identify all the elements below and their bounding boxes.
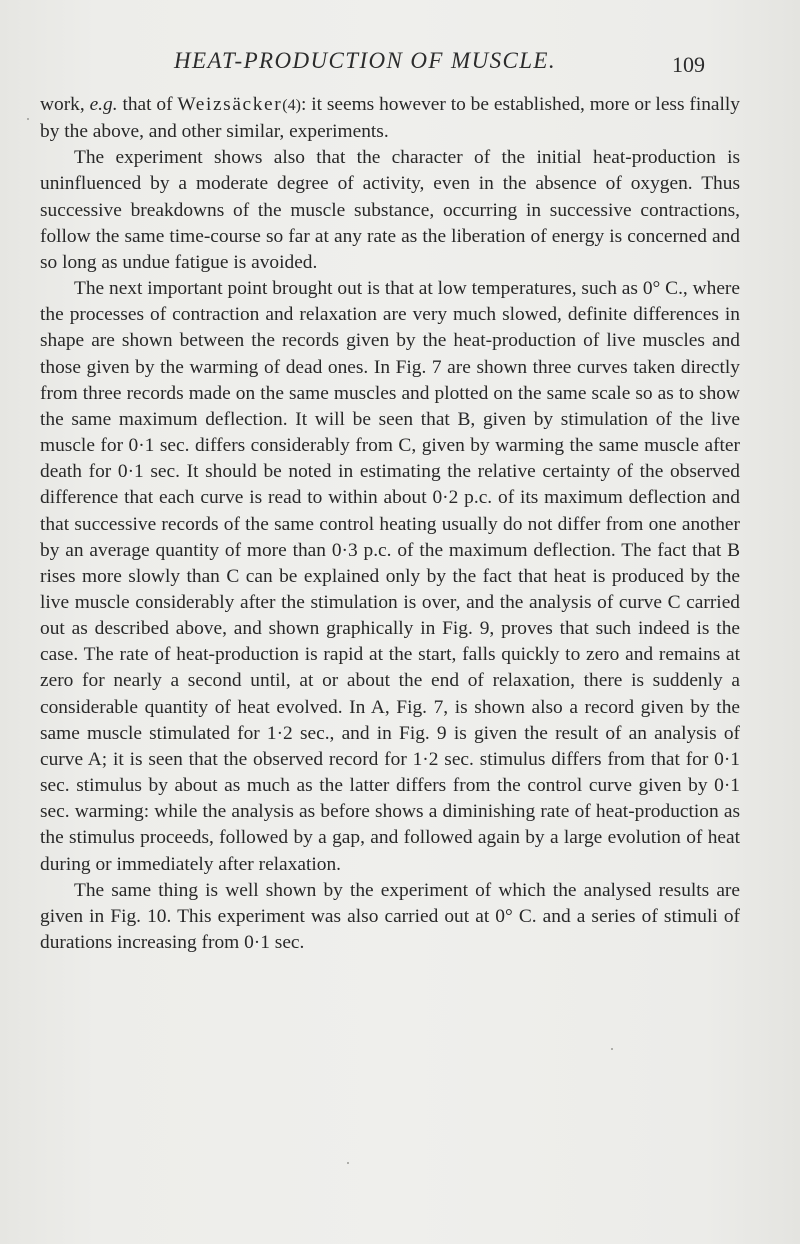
paper-speck: [611, 1048, 613, 1050]
paragraph-continued: [40, 92, 740, 145]
paper-speck: [347, 1162, 349, 1164]
text-that-of: that of: [122, 94, 173, 115]
running-head: HEAT-PRODUCTION OF MUSCLE.: [174, 48, 557, 73]
text-work: work,: [40, 94, 85, 115]
reference-marker: (4): [282, 97, 301, 114]
author-name: Weizsäcker: [177, 94, 283, 115]
paragraph-low-temperature: The next important point brought out is that at low temperatures, such as 0° C., where the processes of contraction and relaxation are very much slowed, definite differences in shape are shown between the records given by the heat-production of live muscles and those given by the warming of dead ones. In Fig. 7 are shown three curves taken directly from three records made on the same muscles and plotted on the same scale so as to show the same maximum deflection. It will be seen that B, given by stimulation of the live muscle for 0·1 sec. differs considerably from C, given by warming the same muscle after death for 0·1 sec. It should be noted in estimating the relative certainty of the observed difference that each curve is read to within about 0·2 p.c. of its maximum deflection and that successive records of the same control heating usually do not differ from one another by an average quantity of more than 0·3 p.c. of the maximum deflection. The fact that B rises more slowly than C can be explained only by the fact that heat is produced by the live muscle considerably after the stimulation is over, and the analysis of curve C carried out as described above, and shown graphically in Fig. 9, proves that such indeed is the case. The rate of heat-production is rapid at the start, falls quickly to zero and remains at zero for nearly a second until, at or about the end of relaxation, there is suddenly a considerable quantity of heat evolved. In A, Fig. 7, is shown also a record given by the same muscle stimulated for 1·2 sec., and in Fig. 9 is given the result of an analysis of curve A; it is seen that the observed record for 1·2 sec. stimulus differs from that for 0·1 sec. stimulus by about as much as the latter differs from the control curve given by 0·1 sec. warming: while the analysis as before shows a diminishing rate of heat-production as the stimulus proceeds, followed by a gap, and followed again by a large evolution of heat during or immediately after relaxation.: [40, 278, 740, 875]
text-eg: e.g.: [89, 94, 118, 115]
page-number: 109: [672, 52, 705, 77]
paragraph-fig-10: The same thing is well shown by the experiment of which the analysed results are given in Fig. 10. This experiment was also carried out at 0° C. and a series of stimuli of durations increasing from 0·1 sec.: [40, 879, 740, 953]
page-header: [0, 48, 800, 78]
body-text: [40, 92, 740, 956]
paper-speck: [27, 118, 29, 120]
text-continued-rest: : it seems however to be established, more or less finally by the above, and other similar, experiments.: [40, 94, 740, 143]
paragraph-initial-heat: The experiment shows also that the character of the initial heat-production is uninfluenced by a moderate degree of activity, even in the absence of oxygen. Thus successive breakdowns of the muscle substance, occurring in successive contractions, follow the same time-course so far at any rate as the liberation of energy is concerned and so long as undue fatigue is avoided.: [40, 147, 740, 273]
